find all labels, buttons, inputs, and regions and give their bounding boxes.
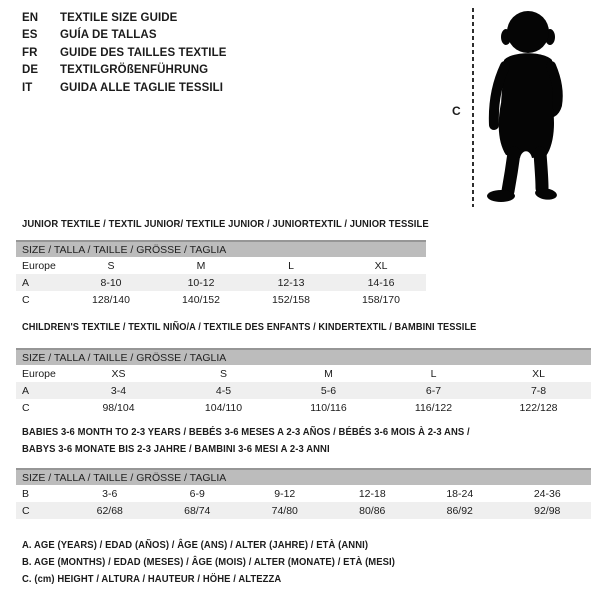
lang-code: FR: [22, 46, 38, 59]
cell: 158/170: [362, 293, 400, 306]
row-label: A: [16, 274, 66, 291]
cell: 5-6: [276, 382, 381, 399]
cell: 62/68: [66, 502, 154, 519]
cell: 6-7: [381, 382, 486, 399]
legend-line-b: B. AGE (MONTHS) / EDAD (MESES) / ÂGE (MOIS) / ALTER (MONATE) / ETÀ (MESI): [22, 556, 396, 569]
cell: L: [288, 259, 294, 272]
size-header-label: SIZE / TALLA / TAILLE / GRÖSSE / TAGLIA: [16, 241, 426, 257]
cell: 6-9: [189, 487, 205, 500]
cell: 12-18: [358, 487, 386, 500]
cell: 7-8: [486, 382, 591, 399]
legend-line-a: A. AGE (YEARS) / EDAD (AÑOS) / ÂGE (ANS) / ALTER (JAHRE) / ETÀ (ANNI): [22, 539, 369, 551]
children-table-title: CHILDREN'S TEXTILE / TEXTIL NIÑO/A / TEXTILE DES ENFANTS / KINDERTEXTIL / BAMBINI TESSILE: [22, 321, 477, 333]
junior-table-title: JUNIOR TEXTILE / TEXTIL JUNIOR/ TEXTILE JUNIOR / JUNIORTEXTIL / JUNIOR TESSILE: [22, 218, 429, 230]
lang-row-de: [22, 64, 227, 81]
cell: S: [219, 367, 227, 380]
lang-code: EN: [22, 12, 39, 24]
row-label: Europe: [22, 259, 56, 272]
size-header-row: [16, 241, 426, 257]
cell: 12-13: [246, 274, 336, 291]
cell: S: [107, 259, 115, 272]
cell: 9-12: [274, 487, 296, 500]
table-row: [16, 399, 591, 416]
size-header-label: SIZE / TALLA / TAILLE / GRÖSSE / TAGLIA: [16, 349, 591, 365]
cell: 98/104: [102, 401, 135, 414]
table-row: [16, 365, 591, 382]
cell: 3-4: [66, 382, 171, 399]
babies-title-line1: BABIES 3-6 MONTH TO 2-3 YEARS / BEBÉS 3-6 MESES A 2-3 AÑOS / BÉBÉS 3-6 MOIS À 2-3 ANS /: [22, 426, 470, 438]
cell: 104/110: [204, 401, 243, 414]
size-header-label: SIZE / TALLA / TAILLE / GRÖSSE / TAGLIA: [16, 469, 591, 485]
lang-code: IT: [22, 81, 33, 94]
table-row: [16, 502, 591, 519]
cell: XS: [111, 367, 126, 380]
lang-row-it: [22, 82, 227, 99]
table-row: [16, 274, 426, 291]
height-measure-label: C: [452, 104, 461, 118]
cell: 86/92: [416, 502, 504, 519]
lang-title: GUIDE DES TAILLES TEXTILE: [60, 46, 227, 59]
table-row: [16, 257, 426, 274]
cell: 74/80: [241, 502, 329, 519]
toddler-silhouette-icon: [484, 8, 572, 204]
table-row: [16, 291, 426, 308]
cell: 128/140: [92, 293, 130, 306]
cell: 14-16: [336, 274, 426, 291]
cell: 122/128: [519, 401, 558, 414]
cell: 152/158: [272, 293, 310, 306]
cell: M: [324, 367, 333, 380]
lang-title: TEXTILGRÖßENFÜHRUNG: [60, 64, 209, 77]
cell: XL: [532, 367, 545, 380]
row-label: Europe: [22, 367, 56, 380]
row-label: B: [22, 487, 30, 500]
legend-line-c: C. (cm) HEIGHT / ALTURA / HAUTEUR / HÖHE / ALTEZZA: [22, 573, 282, 586]
lang-row-fr: [22, 47, 227, 64]
cell: 18-24: [446, 487, 474, 500]
size-header-row: [16, 349, 591, 365]
cell: 68/74: [154, 502, 242, 519]
cell: 4-5: [171, 382, 276, 399]
cell: L: [430, 367, 437, 380]
babies-table-title: [22, 424, 470, 457]
row-label: C: [22, 293, 30, 306]
cell: XL: [374, 259, 388, 272]
lang-code: ES: [22, 29, 38, 42]
babies-title-line2: BABYS 3-6 MONATE BIS 2-3 JAHRE / BAMBINI 3-6 MESI A 2-3 ANNI: [22, 442, 330, 455]
row-label: C: [16, 502, 66, 519]
lang-title: GUÍA DE TALLAS: [60, 29, 157, 42]
cell: 92/98: [504, 502, 592, 519]
lang-title: TEXTILE SIZE GUIDE: [60, 12, 178, 24]
row-label: C: [22, 401, 30, 414]
babies-size-table: [16, 468, 591, 519]
language-header: [22, 12, 227, 99]
cell: 8-10: [66, 274, 156, 291]
lang-row-en: [22, 12, 227, 29]
cell: 3-6: [102, 487, 118, 500]
table-row: [16, 382, 591, 399]
junior-size-table: [16, 240, 426, 308]
cell: 80/86: [329, 502, 417, 519]
cell: 10-12: [156, 274, 246, 291]
measure-legend: [22, 537, 436, 589]
cell: 110/116: [310, 401, 347, 414]
lang-row-es: [22, 29, 227, 46]
height-measure-dotted-line: [472, 8, 474, 207]
cell: 116/122: [414, 401, 453, 414]
cell: 140/152: [182, 293, 220, 306]
table-row: [16, 485, 591, 502]
lang-title: GUIDA ALLE TAGLIE TESSILI: [60, 81, 224, 94]
cell: 24-36: [533, 487, 561, 500]
lang-code: DE: [22, 64, 39, 77]
row-label: A: [16, 382, 66, 399]
children-size-table: [16, 348, 591, 416]
size-header-row: [16, 469, 591, 485]
cell: M: [196, 259, 206, 272]
